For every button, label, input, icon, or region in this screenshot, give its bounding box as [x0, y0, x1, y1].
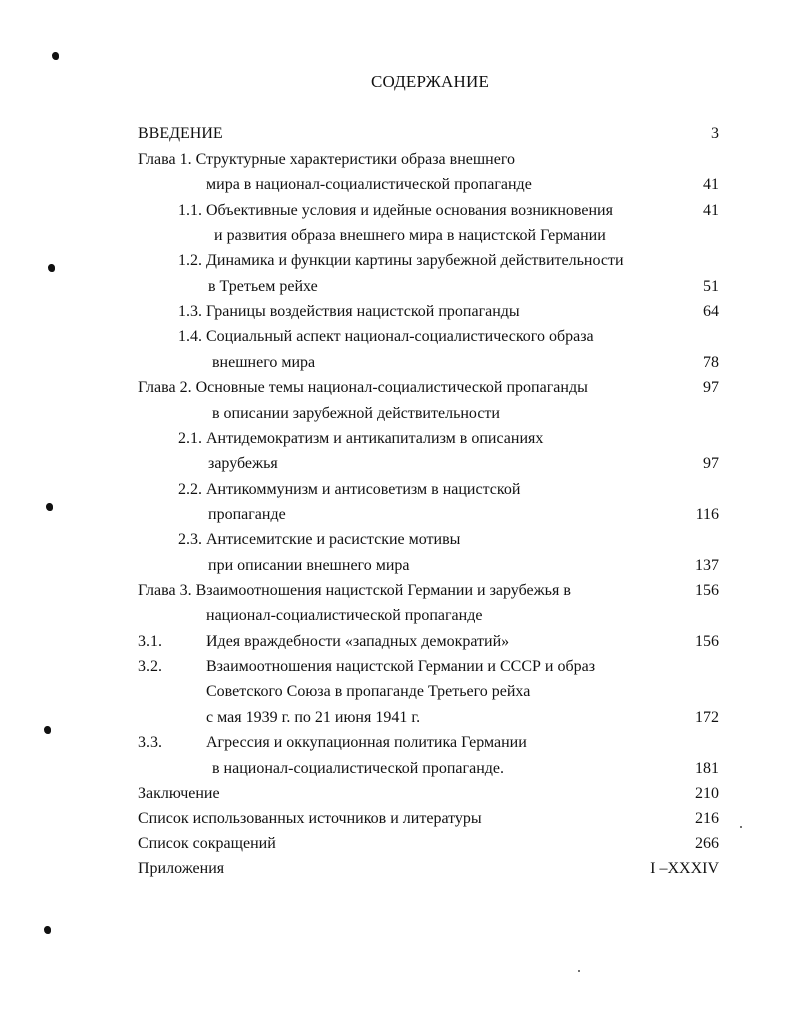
- toc-entry-text: в национал-социалистической пропаганде.: [212, 760, 504, 777]
- toc-entry-page: 97: [703, 455, 719, 472]
- toc-entry-page: 210: [695, 785, 719, 802]
- toc-entry-text: Глава 2. Основные темы национал-социалистической пропаганды: [138, 379, 588, 396]
- toc-entry-page: 41: [703, 202, 719, 219]
- scan-mark: [48, 264, 55, 272]
- toc-entry-text: 1.3. Границы воздействия нацистской пропаганды: [178, 303, 520, 320]
- scan-speck: [740, 826, 742, 828]
- toc-entry-page: 51: [703, 278, 719, 295]
- toc-entry-text: с мая 1939 г. по 21 июня 1941 г.: [206, 709, 421, 726]
- toc-entry-text: при описании внешнего мира: [208, 557, 410, 574]
- toc-entry-text: Глава 3. Взаимоотношения нацистской Германии и зарубежья в: [138, 582, 571, 599]
- toc-entry-text: в Третьем рейхе: [208, 278, 318, 295]
- toc-entry-page: 97: [703, 379, 719, 396]
- toc-entry-page: 116: [695, 506, 719, 523]
- toc-entry-page: 181: [695, 760, 719, 777]
- toc-entry-text: и развития образа внешнего мира в нацистской Германии: [214, 227, 606, 244]
- scan-speck: [578, 970, 580, 972]
- toc-entry-page: 3: [711, 125, 719, 142]
- scan-mark: [52, 52, 59, 60]
- toc-entry-page: 41: [703, 176, 719, 193]
- toc-entry-text: пропаганде: [208, 506, 286, 523]
- toc-entry-text: мира в национал-социалистической пропаганде: [206, 176, 532, 193]
- toc-entry-text: Взаимоотношения нацистской Германии и СССР и образ: [206, 658, 596, 675]
- toc-entry-text: Список сокращений: [138, 835, 276, 852]
- toc-entry-text: национал-социалистической пропаганде: [206, 607, 483, 624]
- toc-entry-text: Идея враждебности «западных демократий»: [206, 633, 510, 650]
- toc-entry-text: Приложения: [138, 860, 225, 877]
- toc-entry-number: 3.3.: [138, 734, 162, 751]
- toc-entry-text: 2.1. Антидемократизм и антикапитализм в описаниях: [178, 430, 544, 447]
- toc-entry-page: 266: [695, 835, 719, 852]
- toc-entry-text: Советского Союза в пропаганде Третьего рейха: [206, 683, 531, 700]
- toc-entry-text: ВВЕДЕНИЕ: [138, 125, 223, 142]
- toc-entry-text: Глава 1. Структурные характеристики образа внешнего: [138, 151, 516, 168]
- toc-entry-number: 3.2.: [138, 658, 162, 675]
- toc-entry-text: 2.2. Антикоммунизм и антисоветизм в нацистской: [178, 481, 521, 498]
- toc-entry-page: 156: [695, 633, 719, 650]
- toc-entry-text: в описании зарубежной действительности: [212, 405, 500, 422]
- toc-entry-text: 1.4. Социальный аспект национал-социалистического образа: [178, 328, 594, 345]
- toc-entry-page: 137: [695, 557, 719, 574]
- toc-entry-text: внешнего мира: [212, 354, 316, 371]
- toc-entry-text: 2.3. Антисемитские и расистские мотивы: [178, 531, 461, 548]
- toc-entry-text: 1.1. Объективные условия и идейные основания возникновения: [178, 202, 613, 219]
- page-title: СОДЕРЖАНИЕ: [370, 72, 490, 91]
- toc-entry-page: 78: [703, 354, 719, 371]
- toc-entry-page: 64: [703, 303, 719, 320]
- toc-entry-page: 172: [695, 709, 719, 726]
- scan-mark: [44, 726, 51, 734]
- toc-entry-text: зарубежья: [208, 455, 278, 472]
- toc-entry-text: Заключение: [138, 785, 220, 802]
- toc-entry-number: 3.1.: [138, 633, 162, 650]
- toc-entry-page: 216: [695, 810, 719, 827]
- toc-entry-text: Агрессия и оккупационная политика Германии: [206, 734, 527, 751]
- toc-entry-page: 156: [695, 582, 719, 599]
- toc-entry-page: I –XXXIV: [650, 860, 719, 877]
- toc-entry-text: Список использованных источников и литературы: [138, 810, 482, 827]
- scan-mark: [46, 503, 53, 511]
- scan-mark: [44, 926, 51, 934]
- toc-entry-text: 1.2. Динамика и функции картины зарубежной действительности: [178, 252, 624, 269]
